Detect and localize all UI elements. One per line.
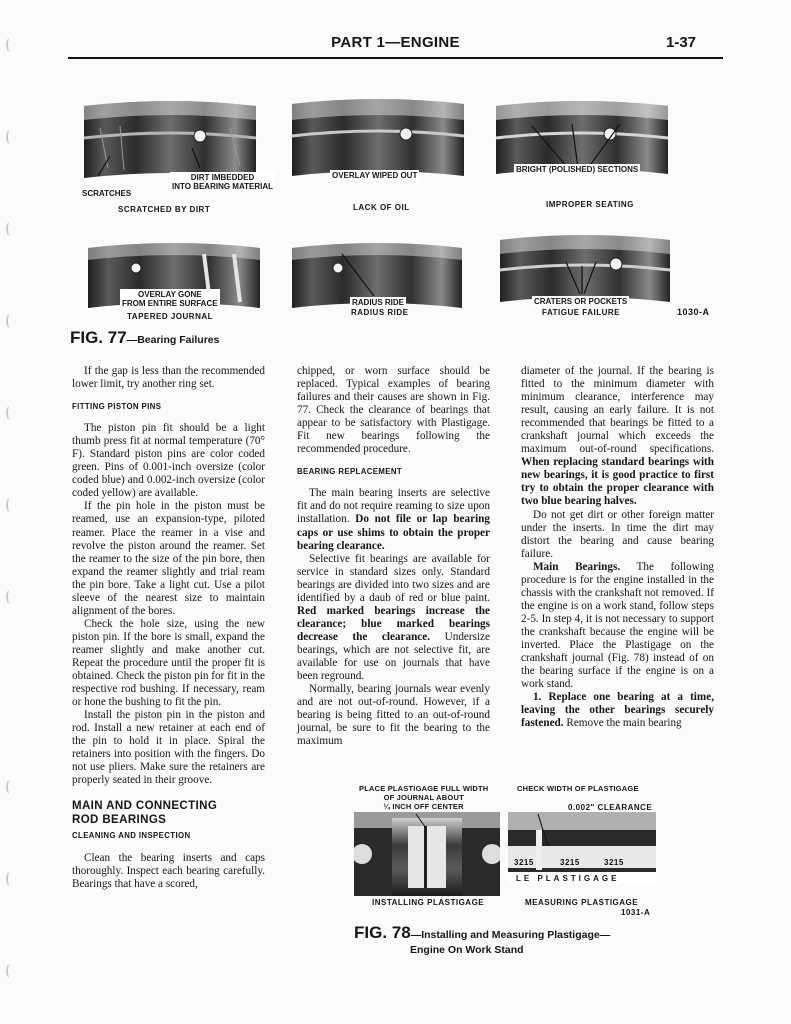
caption-measuring-plastigage: MEASURING PLASTIGAGE [525,898,639,907]
label-line: PLACE PLASTIGAGE FULL WIDTH [359,784,489,793]
text-run: The following procedure is for the engine installed in the chassis with the crankshaft not removed. If the engine is on a work stand, follow steps 2-5. In step 4, it is not necessary to support the crankshaft because the engine will be inverted. Place the Plastigage on the crankshaft journal (Fig. 78) instead of on the bearing surface if the engine is on a work stand. [521,560,715,691]
photo-installing-plastigage [354,812,500,896]
header-rule [68,57,723,59]
paragraph [297,553,490,683]
paragraph: The piston pin fit should be a light thumb press fit at normal temperature (70° F). Standard piston pins are color coded green. Pins of 0.001-inch oversize (color coded blue) and 0.002-inch oversize (color coded yellow) are available. [72,422,265,500]
caption-tapered-journal: TAPERED JOURNAL [127,312,214,321]
caption-scratched-by-dirt: SCRATCHED BY DIRT [118,205,211,214]
paragraph [521,561,714,691]
plastigage-scale-mark: 3215 [514,858,534,867]
label-line: ¼ INCH OFF CENTER [383,802,464,811]
text-column-3 [521,365,714,730]
punch-hole-mark [6,498,14,512]
fig78-code: 1031-A [621,908,651,917]
punch-hole-mark [6,964,14,978]
punch-hole-mark [6,38,14,52]
fig77-number: FIG. 77 [70,328,127,347]
plastigage-scale-mark: 3215 [604,858,624,867]
paragraph: If the gap is less than the recommended lower limit, try another ring set. [72,365,265,391]
paragraph: Clean the bearing inserts and caps thoroughly. Inspect each bearing carefully. Bearings that have a scored, [72,851,265,890]
caption-lack-of-oil: LACK OF OIL [353,203,410,212]
callout-radius-ride: RADIUS RIDE [352,298,405,307]
fig78-clearance-label: 0.002" CLEARANCE [568,803,653,812]
text-column-1 [72,365,265,891]
fig78-title-line-2: Engine On Work Stand [410,944,524,956]
fig78-caption [354,923,611,957]
fig78-number: FIG. 78 [354,923,411,942]
fig78-right-label: CHECK WIDTH OF PLASTIGAGE [517,784,639,793]
page-number: 1-37 [666,34,697,51]
heading-main-and-connecting-rod-bearings [72,799,265,827]
paragraph: Do not get dirt or other foreign matter under the inserts. In time the dirt may distort the bearing and cause bearing failure. [521,508,714,560]
emphasis: When replacing standard bearings with new bearings, it is good practice to first try to obtain the proper clearance with two blue bearing halves. [521,456,714,508]
heading-fitting-piston-pins: FITTING PISTON PINS [72,402,162,412]
callout-overlay-gone: OVERLAY GONE FROM ENTIRE SURFACE [122,290,218,308]
callout-dirt-imbedded: DIRT IMBEDDED INTO BEARING MATERIAL [172,173,274,191]
plastigage-scale-text: LE PLASTIGAGE [516,874,620,883]
punch-hole-mark [6,314,14,328]
paragraph [521,691,714,730]
paragraph [521,365,714,509]
paragraph: Normally, bearing journals wear evenly and are not out-of-round. However, if a bearing is being fitted to an out-of-round journal, be sure to fit the bearing to the maximum [297,683,490,748]
plastigage-scale-mark: 3215 [560,858,580,867]
fig77-code: 1030-A [677,307,710,317]
caption-fatigue-failure: FATIGUE FAILURE [542,308,621,317]
punch-hole-mark [6,130,14,144]
paragraph [297,487,490,552]
text-column-2 [297,365,490,748]
heading-cleaning-and-inspection: CLEANING AND INSPECTION [72,831,191,841]
callout-bright-polished-sections: BRIGHT (POLISHED) SECTIONS [516,165,639,174]
punch-hole-mark [6,590,14,604]
punch-hole-mark [6,222,14,236]
fig77-caption [70,328,219,348]
label-line: OF JOURNAL ABOUT [383,793,464,802]
paragraph: If the pin hole in the piston must be reamed, use an expansion-type, piloted reamer. Place the reamer in a vise and revolve the piston around the reamer. Set the reamer to the size of the pin bore, then expand the reamer slightly and trial ream the pin bore. Take a light cut. Use a pilot sleeve of the nearest size to maintain alignment of the bores. [72,500,265,617]
callout-craters-or-pockets: CRATERS OR POCKETS [534,297,628,306]
run-in-head: Main Bearings. [533,560,621,573]
emphasis: Do not file or lap bearing caps or use shims to obtain the proper bearing clearance. [297,513,490,552]
punch-hole-mark [6,872,14,886]
text-run: Undersize bearings, which are not selective fit, are available for use on journals that have been reground. [297,630,490,683]
callout-scratches: SCRATCHES [82,189,132,198]
paragraph: Install the piston pin in the piston and rod. Install a new retainer at each end of the pin to hold it in place. Spiral the retainers into position with the fingers. Do not use pliers. Make sure the retainers are properly seated in their groove. [72,709,265,787]
heading-bearing-replacement: BEARING REPLACEMENT [297,467,403,477]
heading-line: MAIN AND CONNECTING [72,800,218,813]
punch-hole-mark [6,780,14,794]
paragraph: Check the hole size, using the new piston pin. If the bore is small, expand the reamer slightly and make another cut. Repeat the procedure until the proper fit is obtained. Check the piston pin for fit in the respective rod bushing. If necessary, ream or hone the bushing to fit the pin. [72,617,265,709]
running-head: PART 1—ENGINE [331,34,460,51]
text-run: The main bearing inserts are selective fit and do not require reaming to size upon installation. [297,487,490,526]
text-run: diameter of the journal. If the bearing is fitted to the minimum diameter with minimum clearance, interference may result, causing an early failure. It is not recommended that bearings be fitted to a crankshaft journal which exceeds the maximum out-of-round specifications. [521,365,714,456]
fig78-title: —Installing and Measuring Plastigage— [410,929,611,941]
fig78-left-label [359,784,488,811]
fig77-title: —Bearing Failures [126,334,220,346]
punch-hole-mark [6,406,14,420]
caption-installing-plastigage: INSTALLING PLASTIGAGE [372,898,485,907]
paragraph: chipped, or worn surface should be replaced. Typical examples of bearing failures and their causes are shown in Fig. 77. Check the clearance of bearings that appear to be satisfactory with Plastigage. Fit new bearings following the recommended procedure. [297,365,490,456]
emphasis: Red marked bearings increase the clearance; blue marked bearings decrease the clearance. [297,604,490,643]
callout-overlay-wiped-out: OVERLAY WIPED OUT [332,171,418,180]
text-run: Remove the main bearing [563,717,682,730]
caption-radius-ride: RADIUS RIDE [351,308,409,317]
text-run: Selective fit bearings are available for service in standard sizes only. Standard bearings are divided into two sizes and are identified by a daub of red or blue paint. [297,552,490,604]
caption-improper-seating: IMPROPER SEATING [546,200,634,209]
heading-line: ROD BEARINGS [72,814,167,827]
step-1: 1. Replace one bearing at a time, leaving the other bearings securely fastened. [521,691,714,730]
